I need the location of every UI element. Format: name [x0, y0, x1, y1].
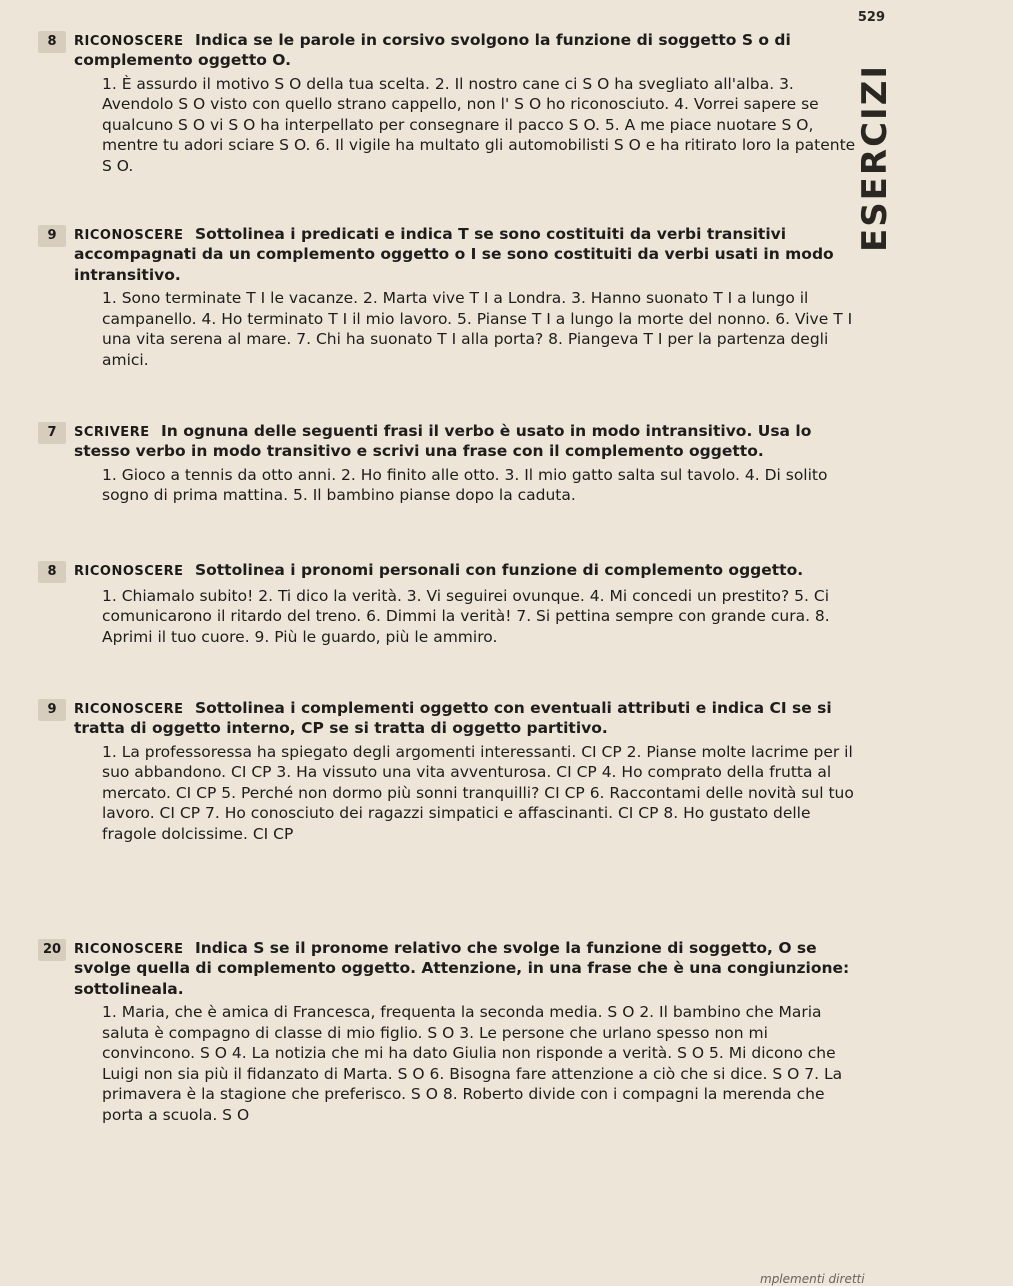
exercise-7 [38, 421, 863, 506]
exercise-number: 7 [38, 422, 66, 444]
exercise-8b [38, 560, 863, 647]
exercise-tag: SCRIVERE [74, 425, 150, 440]
exercise-number: 8 [38, 31, 66, 53]
exercise-body: 1. È assurdo il motivo S O della tua scelta. 2. Il nostro cane ci S O ha svegliato all'alba. 3. Avendolo S O visto con quello strano cappello, non l' S O ho riconosciuto. 4. Vorrei sapere se qualcuno S O vi S O ha interpellato per consegnare il pacco S O. 5. A me piace nuotare S O, mentre tu adori sciare S O. 6. Il vigile ha multato gli automobilisti S O e ha ritirato loro la patente S O. [102, 74, 856, 175]
exercise-number: 8 [38, 561, 66, 583]
exercise-instruction: In ognuna delle seguenti frasi il verbo è usato in modo intransitivo. Usa lo stesso verbo in modo transitivo e scrivi una frase con il complemento oggetto. [74, 422, 812, 461]
exercise-number: 9 [38, 225, 66, 247]
exercise-instruction: Indica S se il pronome relativo che svolge la funzione di soggetto, O se svolge quella di complemento oggetto. Attenzione, in una frase che è una congiunzione: sottolineala. [74, 939, 850, 998]
exercise-instruction: Sottolinea i complementi oggetto con eventuali attributi e indica CI se si tratta di oggetto interno, CP se si tratta di oggetto partitivo. [74, 699, 832, 738]
exercise-tag: RICONOSCERE [74, 564, 184, 579]
exercise-body: 1. La professoressa ha spiegato degli argomenti interessanti. CI CP 2. Pianse molte lacrime per il suo abbandono. CI CP 3. Ha vissuto una vita avventurosa. CI CP 4. Ho comprato della frutta al mercato. CI CP 5. Perché non dormo più sonni tranquilli? CI CP 6. Raccontami delle novità sul tuo lavoro. CI CP 7. Ho conosciuto dei ragazzi simpatici e affascinanti. CI CP 8. Ho gustato delle fragole dolcissime. CI CP [102, 742, 854, 843]
page-number: 529 [857, 10, 885, 25]
exercise-tag: RICONOSCERE [74, 702, 184, 717]
section-side-label: ESERCIZI [855, 64, 895, 253]
exercise-body: 1. Maria, che è amica di Francesca, frequenta la seconda media. S O 2. Il bambino che Maria saluta è compagno di classe di mio figlio. S O 3. Le persone che urlano spesso non mi convincono. S O 4. La notizia che mi ha dato Giulia non risponde a verità. S O 5. Mi dicono che Luigi non sia più il fidanzato di Marta. S O 6. Bisogna fare attenzione a ciò che si dice. S O 7. La primavera è la stagione che preferisco. S O 8. Roberto divide con i compagni la merenda che porta a scuola. S O [102, 1003, 843, 1124]
exercise-tag: RICONOSCERE [74, 942, 184, 957]
exercise-20 [38, 938, 863, 1125]
exercise-number: 9 [38, 699, 66, 721]
exercise-tag: RICONOSCERE [74, 228, 184, 243]
exercise-number: 20 [38, 939, 66, 961]
exercise-instruction: Sottolinea i predicati e indica T se sono costituiti da verbi transitivi accompagnati da un complemento oggetto o I se sono costituiti da verbi usati in modo intransitivo. [74, 225, 834, 284]
exercise-instruction: Indica se le parole in corsivo svolgono la funzione di soggetto S o di complemento oggetto O. [74, 31, 791, 70]
exercise-body: 1. Gioco a tennis da otto anni. 2. Ho finito alle otto. 3. Il mio gatto salta sul tavolo. 4. Di solito sogno di prima mattina. 5. Il bambino pianse dopo la caduta. [102, 465, 828, 505]
exercise-8a [38, 30, 863, 176]
exercise-tag: RICONOSCERE [74, 34, 184, 49]
exercise-body: 1. Sono terminate T I le vacanze. 2. Marta vive T I a Londra. 3. Hanno suonato T I a lungo il campanello. 4. Ho terminato T I il mio lavoro. 5. Pianse T I a lungo la morte del nonno. 6. Vive T I una vita serena al mare. 7. Chi ha suonato T I alla porta? 8. Piangeva T I per la partenza degli amici. [102, 289, 853, 369]
footer-fragment: mplementi diretti [760, 1272, 865, 1286]
exercise-instruction: Sottolinea i pronomi personali con funzione di complemento oggetto. [194, 561, 804, 579]
exercise-body: 1. Chiamalo subito! 2. Ti dico la verità. 3. Vi seguirei ovunque. 4. Mi concedi un prestito? 5. Ci comunicarono il ritardo del treno. 6. Dimmi la verità! 7. Si pettina sempre con grande cura. 8. Aprimi il tuo cuore. 9. Più le guardo, più le ammiro. [102, 587, 830, 646]
exercise-9b [38, 698, 863, 844]
exercise-9a [38, 224, 863, 370]
